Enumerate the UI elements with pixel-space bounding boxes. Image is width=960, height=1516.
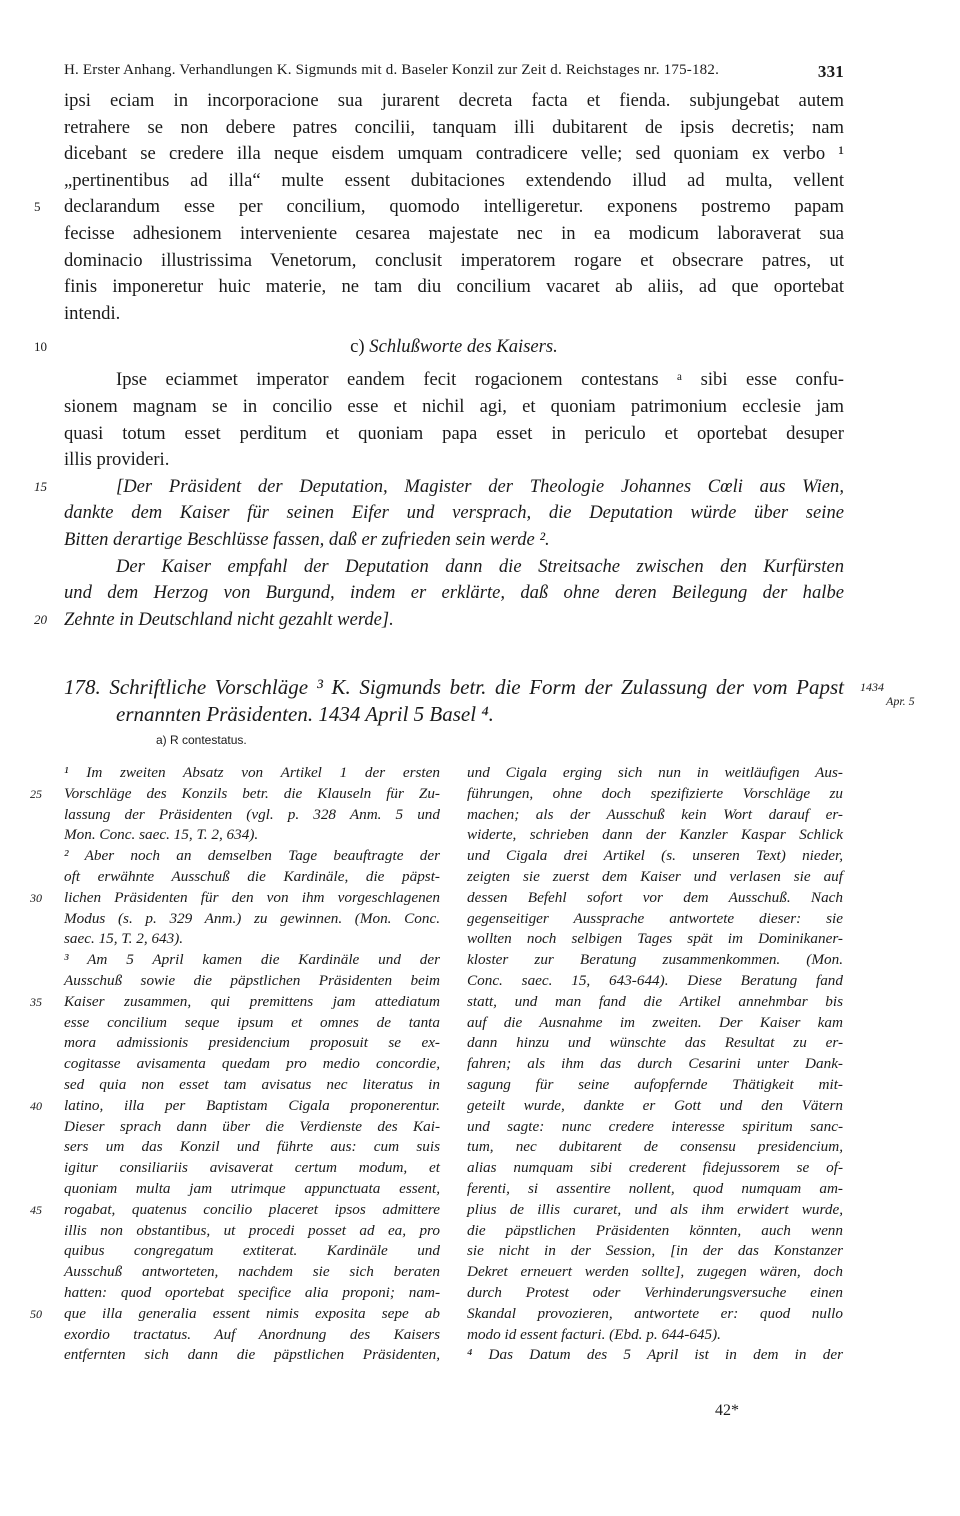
footnote-line: durch Protest oder Verhinderungsversuche einen bbox=[467, 1283, 843, 1301]
document-178-heading bbox=[64, 674, 844, 728]
footnote-line: Ausschuß sowie die päpstlichen Präsidenten beim bbox=[64, 971, 440, 989]
text-line: Der Kaiser empfahl der Deputation dann die Streitsache zwischen den Kurfürsten bbox=[116, 555, 844, 577]
footnote-line: 50 que illa generalia essent nimis exposita sepe ab bbox=[30, 1304, 440, 1322]
footnote-line: Dekret erneuert werden sollte], zugegen wären, doch bbox=[467, 1263, 843, 1281]
footnote-line: exordio tractatus. Auf Anordnung des Kaisers bbox=[64, 1325, 440, 1343]
section-heading-c bbox=[34, 327, 844, 367]
footnote-line: kloster zur Beratung zusammenkommen. (Mon. bbox=[467, 951, 843, 969]
paragraph-2 bbox=[64, 367, 844, 473]
footnote-line: und Cigala drei Artikel (s. unseren Text) nieder, bbox=[467, 847, 843, 865]
footnote-line: saec. 15, T. 2, 643). bbox=[64, 930, 184, 948]
footnote-line: 30 lichen Präsidenten für den von ihm vorgeschlagenen bbox=[30, 888, 440, 906]
text-line: ipsi eciam in incorporacione sua jurarent decreta facta et fienda. subjungebat autem bbox=[64, 90, 844, 111]
footnote-line: tum, nec dubitarent de consensu presidencium, bbox=[467, 1138, 843, 1156]
line-number: 15 bbox=[34, 478, 47, 494]
footnote-line: Mon. Conc. saec. 15, T. 2, 634). bbox=[64, 826, 259, 844]
footnote-line: 35 Kaiser zusammen, qui premittens jam attediatum bbox=[30, 992, 440, 1010]
footnote-line: auf die Ausnahme im zweiten. Der Kaiser kam bbox=[467, 1013, 843, 1031]
heading-line: ernannten Präsidenten. 1434 April 5 Basel ⁴. bbox=[116, 702, 494, 726]
section-label: c) bbox=[350, 336, 365, 358]
text-line: 20 Zehnte in Deutschland nicht gezahlt werde]. bbox=[64, 607, 844, 634]
text-line: und dem Herzog von Burgund, indem er erklärte, daß ohne deren Beilegung der halbe bbox=[64, 582, 844, 604]
section-title: Schlußworte des Kaisers. bbox=[369, 336, 558, 358]
text-line: Bitten derartige Beschlüsse fassen, daß er zufrieden sein werde ². bbox=[64, 528, 550, 550]
paragraph-4 bbox=[34, 554, 844, 634]
footnote-line: hatten: quod oportebat specifice alia proponi; nam- bbox=[64, 1283, 440, 1301]
text-line: sionem magnam se in concilio esse et nichil agi, et quoniam patrimonium ecclesie jam bbox=[64, 395, 844, 417]
footnote-line: mora admissionis presidencium proposuit se ex- bbox=[64, 1034, 440, 1052]
footnote-line: wollten noch selbigen Tages spät im Dominikaner- bbox=[467, 930, 843, 948]
footnote-line: und sagte: nunc credere interesse spiritum sanc- bbox=[467, 1117, 843, 1135]
footnote-line bbox=[64, 1387, 440, 1408]
paragraph-3 bbox=[34, 474, 844, 554]
textual-footnote-a: a) R contestatus. bbox=[156, 733, 247, 747]
footnote-line: Dieser sprach dann über die Verdienste des Kai- bbox=[64, 1117, 440, 1135]
margin-date bbox=[860, 680, 915, 708]
footnote-line: illis non obstantibus, ut procedi posset ad ea, pro bbox=[64, 1221, 440, 1239]
footnote-line: quibus congregatum extiterat. Kardinäle und bbox=[64, 1242, 440, 1260]
text-line: retrahere se non debere patres concilii, tanquam illi dubitarent de ipsis decretis; nam bbox=[64, 116, 844, 138]
text-line: „pertinentibus ad illa“ multe essent dubitaciones extendendo illud ad multa, vellent bbox=[64, 169, 844, 191]
footnotes-right-column bbox=[467, 763, 843, 1366]
running-header bbox=[64, 62, 844, 82]
footnote-line: plius de illis curaret, und als ihm erwidert wurde, bbox=[467, 1200, 843, 1218]
footnote-line: quoniam multa jam utrimque appunctuata essent, bbox=[64, 1179, 440, 1197]
footnote-line: 45 rogabat, quatenus concilio placeret ipsos admittere bbox=[30, 1200, 440, 1218]
footnote-line: ¹ Im zweiten Absatz von Artikel 1 der ersten bbox=[64, 764, 440, 781]
footnote-line: modo id essent facturi. (Ebd. p. 644-645). bbox=[467, 1325, 721, 1343]
footnote-line: sed quia non esset tam avisatus nec literatus in bbox=[64, 1075, 440, 1093]
footnote-line: 25 Vorschläge des Konzils betr. die Klauseln für Zu- bbox=[30, 784, 440, 802]
text-line: 5 declarandum esse per concilium, quomodo intelligeretur. exponens postremo papam bbox=[64, 194, 844, 221]
text-line: 15 [Der Präsident der Deputation, Magister der Theologie Johannes Cœli aus Wien, bbox=[64, 474, 844, 501]
sheet-signature: 42* bbox=[715, 1402, 739, 1419]
footnote-line: ³ Am 5 April kamen die Kardinäle und der bbox=[64, 951, 440, 969]
footnotes-left-column bbox=[30, 763, 440, 1429]
footnote-line: esse concilium seque ipsum et omnes de tanta bbox=[64, 1013, 440, 1031]
line-number: 20 bbox=[34, 611, 47, 627]
footnote-line: cogitasse avisamenta quedam pro medio concordie, bbox=[64, 1055, 440, 1073]
footnote-line: dann hinzu und wünschte das Resultat zu er- bbox=[467, 1034, 843, 1052]
text-line: illis provideri. bbox=[64, 449, 170, 471]
heading-line: 178. Schriftliche Vorschläge ³ K. Sigmunds betr. die Form der Zulassung der vom Papst bbox=[64, 675, 844, 699]
header-title: H. Erster Anhang. Verhandlungen K. Sigmunds mit d. Baseler Konzil zur Zeit d. Reichstages nr. 175-182. bbox=[64, 62, 720, 78]
footnote-line: ⁴ Das Datum des 5 April ist in dem in der bbox=[467, 1346, 843, 1364]
footnote-line: entfernten sich dann die päpstlichen Präsidenten, bbox=[64, 1346, 440, 1364]
margin-year: 1434 bbox=[860, 680, 884, 694]
margin-day: Apr. 5 bbox=[886, 694, 915, 708]
footnote-line: igitur consiliariis avisaverat certum modum, et bbox=[64, 1159, 440, 1177]
footnote-line bbox=[64, 1408, 440, 1429]
text-line: quasi totum esset perditum et quoniam papa esset in periculo et oportebat desuper bbox=[64, 422, 844, 444]
main-text bbox=[34, 88, 844, 633]
footnote-line: Ausschuß antworteten, nachdem sie sich beraten bbox=[64, 1263, 440, 1281]
footnote-line: sie nicht in der Session, [in der das Konstanzer bbox=[467, 1242, 843, 1260]
line-number: 10 bbox=[34, 339, 47, 355]
text-line: intendi. bbox=[64, 302, 121, 324]
footnote-line: ferenti, si assentire nollent, quod numquam am- bbox=[467, 1179, 843, 1197]
text-line: fecisse adhesionem interveniente cesarea majestate nec in ea modicum laboraverat sua bbox=[64, 222, 844, 244]
footnote-line: machen; als der Ausschuß kein Wort darauf er- bbox=[467, 805, 843, 823]
footnote-line: 40 latino, illa per Baptistam Cigala proponerentur. bbox=[30, 1096, 440, 1114]
footnote-line: statt, und man fand die Artikel annehmbar bis bbox=[467, 992, 843, 1010]
footnote-line: oft erwähnte Ausschuß die Kardinäle, die päpst- bbox=[64, 867, 440, 885]
text-line: dicebant se credere illa neque eisdem umquam contradicere velle; sed quoniam ex verbo ¹ bbox=[64, 143, 844, 165]
footnote-line: gegenseitiger Aussprache antwortete dieser: sie bbox=[467, 909, 843, 927]
footnote-line: lassung der Präsidenten (vgl. p. 328 Anm. 5 und bbox=[64, 805, 440, 823]
footnote-line: zeigten sie zuerst dem Kaiser und verlasen sie auf bbox=[467, 867, 843, 885]
footnote-line: Modus (s. p. 329 Anm.) zu gewinnen. (Mon. Conc. bbox=[64, 909, 440, 927]
footnote-line: widerte, schrieben dann der Kanzler Kaspar Schlick bbox=[467, 826, 843, 844]
footnote-line bbox=[64, 1366, 440, 1387]
footnote-line: fahren; als ihm das durch Cesarini unter Dank- bbox=[467, 1055, 843, 1073]
footnote-line: geteilt wurde, dankte er Gott und den Vätern bbox=[467, 1096, 843, 1114]
footnote-line: sagung für seine aufopfernde Thätigkeit mit- bbox=[467, 1075, 843, 1093]
footnote-line: Conc. saec. 15, 643-644). Diese Beratung fand bbox=[467, 971, 843, 989]
footnote-line: sers um das Konzil und führte aus: cum suis bbox=[64, 1138, 440, 1156]
footnote-line: alias numquam sibi crederent fidejussorem se of- bbox=[467, 1159, 843, 1177]
footnote-line: dessen Befehl sofort vor dem Ausschuß. Nach bbox=[467, 888, 843, 906]
footnote-line: ² Aber noch an demselben Tage beauftragte der bbox=[64, 847, 440, 865]
footnote-line: und Cigala erging sich nun in weitläufigen Aus- bbox=[467, 764, 843, 781]
paragraph-1 bbox=[34, 88, 844, 327]
line-number: 5 bbox=[34, 199, 41, 215]
text-line: dominacio illustrissima Venetorum, conclusit imperatorem rogare et obsecrare patres, ut bbox=[64, 249, 844, 271]
footnote-line: Skandal provozieren, antwortete er: quod nullo bbox=[467, 1304, 843, 1322]
text-line: finis imponeretur huic materie, ne tam diu concilium vacaret ab aliis, ad que oportebat bbox=[64, 276, 844, 298]
footnote-line: die päpstlichen Präsidenten könnten, auch wenn bbox=[467, 1221, 843, 1239]
text-line: dankte dem Kaiser für seinen Eifer und versprach, die Deputation würde über seine bbox=[64, 502, 844, 524]
page-number: 331 bbox=[817, 62, 844, 81]
text-line: Ipse eciammet imperator eandem fecit rogacionem contestans ᵃ sibi esse confu- bbox=[116, 369, 844, 391]
footnote-line: führungen, ohne doch spezifizierte Vorschläge zu bbox=[467, 784, 843, 802]
